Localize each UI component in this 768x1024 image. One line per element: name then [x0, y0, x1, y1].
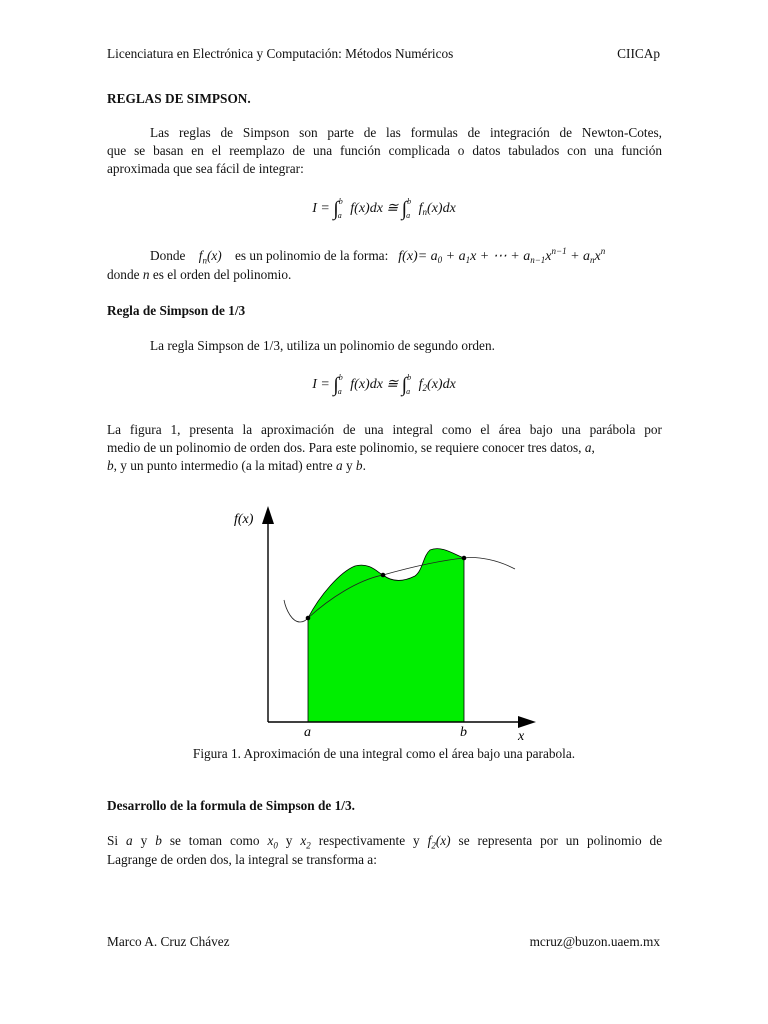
para2-line-3: b, y un punto intermedio (a la mitad) entre a y b.	[107, 458, 366, 473]
polynomial-order-line: donde n es el orden del polinomio.	[107, 267, 292, 282]
section2-line-1: Si a y b se toman como $x_0$ y $x_2$ respectivamente y $f_2(x)$ se representa por un polinomio de	[107, 833, 663, 851]
function-curve	[284, 600, 308, 622]
intro-line-3: aproximada que sea fácil de integrar:	[107, 161, 304, 176]
para2-line-2: medio de un polinomio de orden dos. Para este polinomio, se requiere conocer tres datos, a,	[107, 440, 595, 455]
footer-author: Marco A. Cruz Chávez	[107, 934, 230, 949]
figure-caption: Figura 1. Aproximación de una integral como el área bajo una parabola.	[192, 746, 576, 761]
a-label: a	[304, 725, 311, 740]
donde-lead: Donde	[150, 248, 186, 263]
para2-line-1: La figura 1, presenta la aproximación de una integral como el área bajo una parábola por	[107, 422, 662, 437]
y-axis-arrow	[262, 506, 274, 524]
b-label: b	[460, 725, 467, 740]
section1-text: La regla Simpson de 1/3, utiliza un polinomio de segundo orden.	[150, 338, 495, 353]
fn-symbol: $f_n(x)$	[198, 248, 222, 266]
x-axis-arrow	[518, 716, 536, 728]
running-header-institution: CIICAp	[617, 46, 660, 61]
section-title-simpson-1-3: Regla de Simpson de 1/3	[107, 303, 246, 318]
simpson-figure	[220, 500, 540, 745]
integral-formula-general: I = ∫$^b_a$ f(x)dx ≅ ∫$^b_a$ $f_n(x)dx$	[312, 197, 456, 220]
point-midpoint	[381, 573, 386, 578]
area-under-curve	[308, 549, 464, 722]
section-title-development: Desarrollo de la formula de Simpson de 1/3.	[107, 798, 355, 813]
point-b	[462, 556, 467, 561]
point-a	[306, 616, 311, 621]
donde-middle-text: es un polinomio de la forma:	[235, 248, 389, 263]
integral-formula-simpson: I = ∫$^b_a$ f(x)dx ≅ ∫$^b_a$ $f_2(x)dx$	[312, 373, 456, 396]
intro-line-1: Las reglas de Simpson son parte de las formulas de integración de Newton-Cotes,	[150, 125, 662, 140]
y-axis-label: f(x)	[234, 512, 254, 527]
x-axis-label: x	[518, 729, 525, 744]
polynomial-definition-line	[150, 246, 662, 266]
intro-line-2: que se basan en el reemplazo de una función complicada o datos tabulados con una función	[107, 143, 662, 158]
section2-line-2: Lagrange de orden dos, la integral se transforma a:	[107, 852, 377, 867]
polynomial-formula: $f(x)= a_0 + a_1x$ + ⋯ + $a_{n-1}x^{n-1} + a_nx^n$	[398, 246, 606, 265]
running-header-title: Licenciatura en Electrónica y Computación: Métodos Numéricos	[107, 46, 454, 61]
footer-email: mcruz@buzon.uaem.mx	[529, 934, 660, 949]
document-title: REGLAS DE SIMPSON.	[107, 91, 251, 106]
